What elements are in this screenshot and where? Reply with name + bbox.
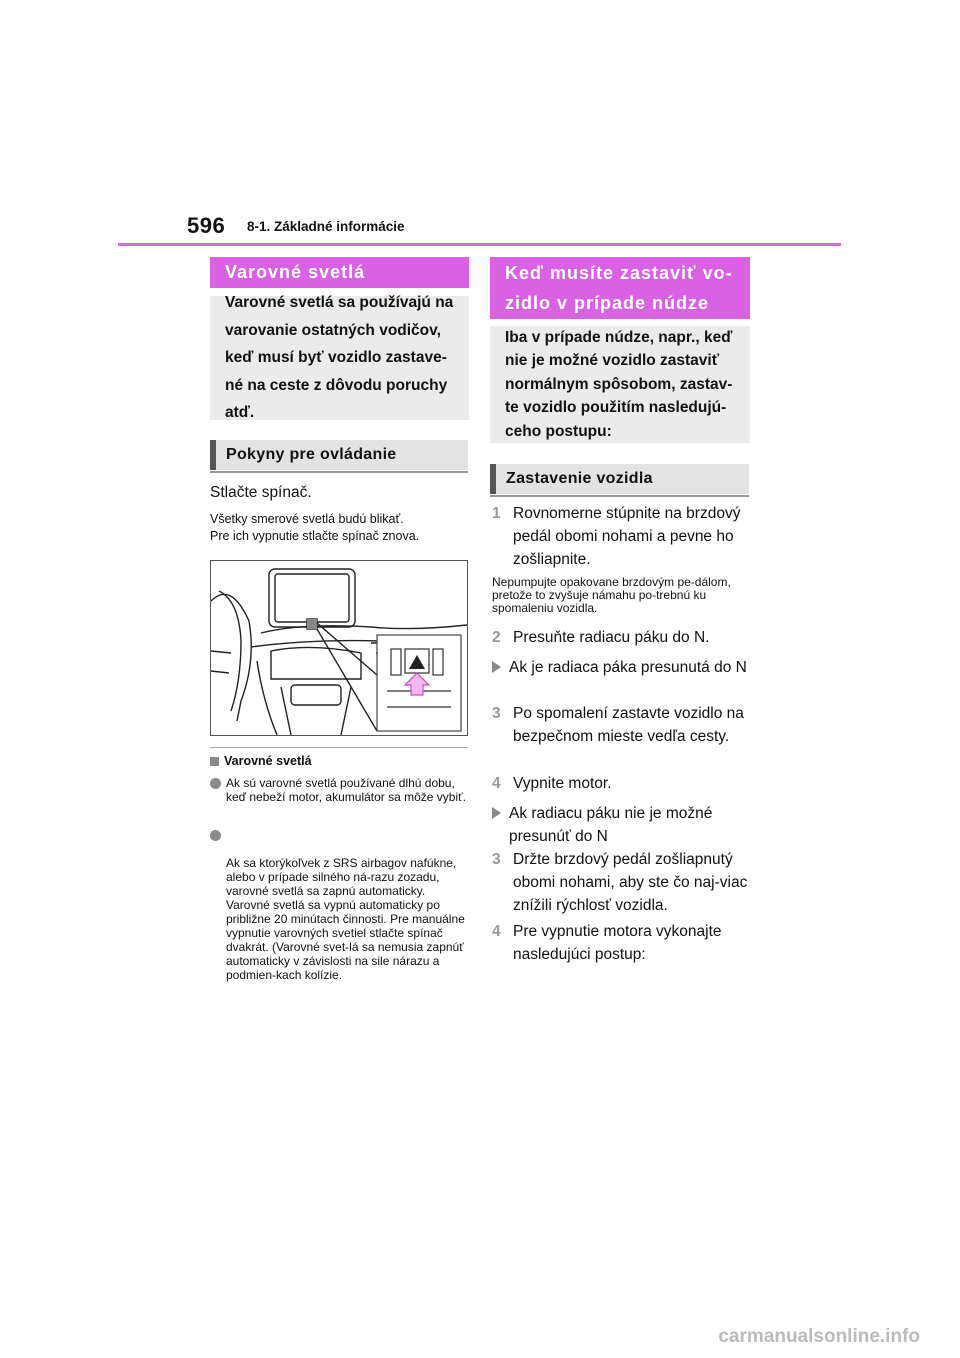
heading-emergency-stop bbox=[490, 257, 750, 319]
step-number: 2 bbox=[492, 629, 501, 646]
dashboard-figure bbox=[210, 560, 468, 736]
step-5: 3 Držte brzdový pedál zošliapnutý obomi nohami, aby ste čo naj-viac znížili rýchlosť vozidla. bbox=[492, 848, 750, 917]
subheading-text: Zastavenie vozidla bbox=[506, 470, 653, 487]
info-title: Varovné svetlá bbox=[210, 754, 468, 768]
page-number: 596 bbox=[187, 213, 226, 238]
step-number: 4 bbox=[492, 923, 501, 940]
step-3: 3 Po spomalení zastavte vozidlo na bezpečnom mieste vedľa cesty. bbox=[492, 702, 750, 748]
emergency-intro-text: Iba v prípade núdze, napr., keď nie je možné vozidlo zastaviť normálnym spôsobom, zastav-te vozidlo použitím nasledujú-ceho postupu: bbox=[505, 328, 733, 440]
condition-2: Ak radiacu páku nie je možné presunúť do N bbox=[492, 802, 750, 848]
square-bullet-icon bbox=[210, 757, 219, 766]
dot-bullet-icon bbox=[210, 778, 221, 789]
dashboard-illustration bbox=[211, 561, 467, 735]
header-rule bbox=[118, 243, 841, 246]
section-title: 8-1. Základné informácie bbox=[247, 219, 405, 234]
step-number: 3 bbox=[492, 705, 501, 722]
subheading-text: Pokyny pre ovládanie bbox=[226, 446, 397, 463]
divider bbox=[210, 747, 468, 748]
heading-text-line-1: Keď musíte zastaviť vo- bbox=[505, 263, 733, 283]
triangle-bullet-icon bbox=[492, 807, 501, 819]
subheading-stopping bbox=[490, 464, 749, 494]
triangle-bullet-icon bbox=[492, 661, 501, 673]
heading-text-line-2: zidlo v prípade núdze bbox=[505, 293, 710, 313]
step-1: 1 Rovnomerne stúpnite na brzdový pedál obomi nohami a pevne ho zošliapnite. bbox=[492, 502, 750, 571]
instruction-note: Všetky smerové svetlá budú blikať. Pre ich vypnutie stlačte spínač znova. bbox=[210, 512, 420, 543]
emergency-intro-box bbox=[490, 326, 750, 443]
step-6: 4 Pre vypnutie motora vykonajte nasledujúci postup: bbox=[492, 920, 750, 966]
info-bullet-1: Ak sú varovné svetlá používané dlhú dobu, keď nebeží motor, akumulátor sa môže vybiť. bbox=[210, 776, 468, 804]
step-2: 2 Presuňte radiacu páku do N. bbox=[492, 626, 750, 649]
heading-warning-lights bbox=[210, 257, 469, 288]
step-1-note: Nepumpujte opakovane brzdovým pe-dálom, pretože to zvyšuje námahu po-trebnú ku spomaleniu vozidla. bbox=[492, 575, 731, 615]
intro-text: Varovné svetlá sa používajú na varovanie ostatných vodičov, keď musí byť vozidlo zastave-né na ceste z dôvodu poruchy atď. bbox=[225, 294, 454, 422]
condition-1: Ak je radiaca páka presunutá do N bbox=[492, 656, 750, 679]
step-4: 4 Vypnite motor. bbox=[492, 772, 750, 795]
intro-box bbox=[210, 296, 469, 420]
subheading-operation bbox=[210, 440, 468, 470]
heading-text: Varovné svetlá bbox=[225, 262, 366, 282]
step-number: 4 bbox=[492, 775, 501, 792]
instruction: Stlačte spínač. bbox=[210, 484, 312, 501]
step-number: 1 bbox=[492, 505, 501, 522]
step-number: 3 bbox=[492, 851, 501, 868]
dot-bullet-icon bbox=[210, 830, 221, 841]
info-bullet-2: Ak sa ktorýkoľvek z SRS airbagov nafúkne, alebo v prípade silného ná-razu zozadu, varovné svetlá sa zapnú automaticky. Varovné svetlá sa vypnú automaticky po približne 20 minútach činnosti. Pre manuálne vypnutie varovných svetiel stlačte spínač dvakrát. (Varovné svet-lá sa nemusia zapnúť automaticky v závislosti na sile nárazu a podmien-kach kolízie. bbox=[210, 828, 468, 996]
watermark: carmanualsonline.info bbox=[718, 1326, 920, 1347]
